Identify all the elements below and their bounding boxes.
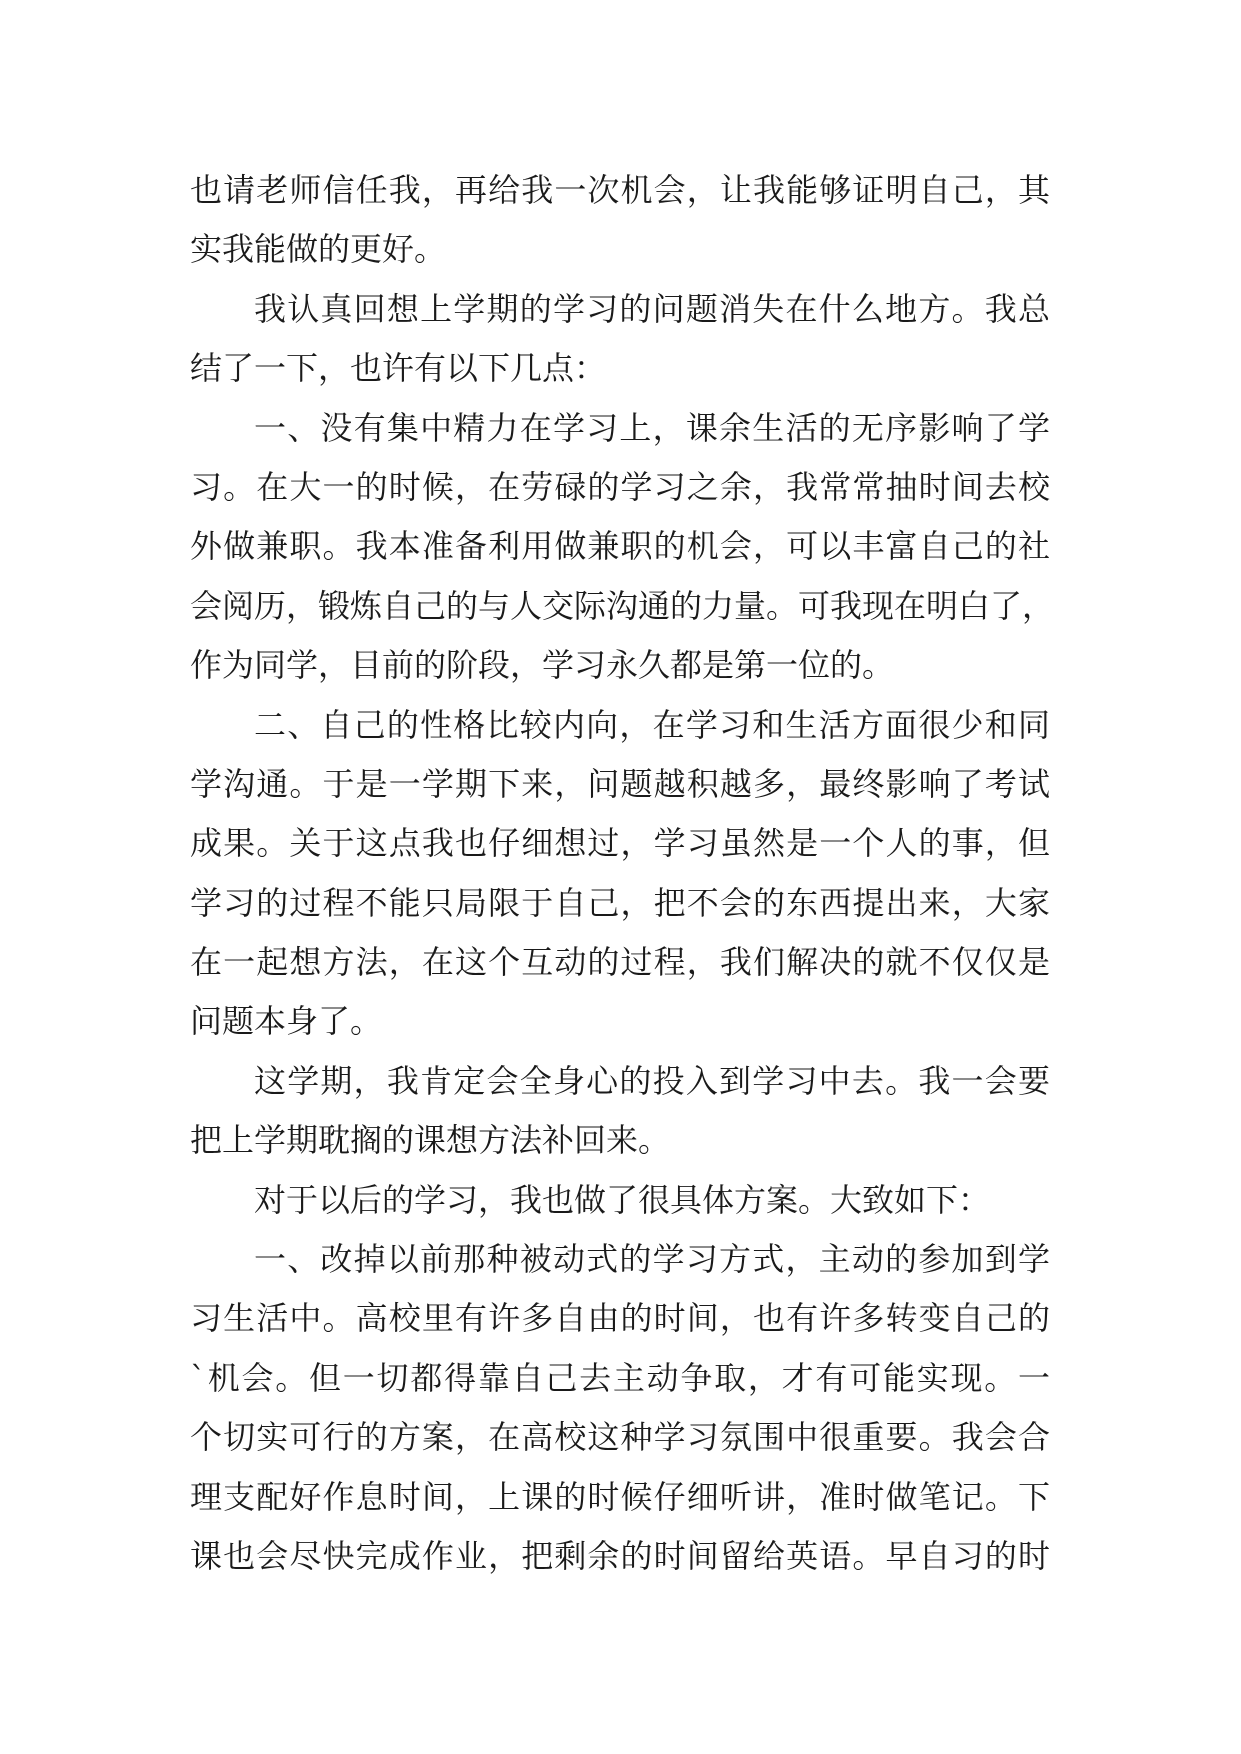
text-line: 外做兼职。我本准备利用做兼职的机会，可以丰富自己的社 [190,527,1050,566]
text-line: 会阅历，锻炼自己的与人交际沟通的力量。可我现在明白了， [190,586,1055,625]
text-line: 在一起想方法，在这个互动的过程，我们解决的就不仅仅是 [190,943,1050,982]
text-line: 二、自己的性格比较内向，在学习和生活方面很少和同 [254,705,1050,744]
text-line: 习。在大一的时候，在劳碌的学习之余，我常常抽时间去校 [190,467,1050,506]
text-line: 这学期，我肯定会全身心的投入到学习中去。我一会要 [254,1061,1050,1100]
text-line: 学习的过程不能只局限于自己，把不会的东西提出来，大家 [190,883,1050,922]
text-line: 作为同学，目前的阶段，学习永久都是第一位的。 [190,646,895,685]
text-line: 把上学期耽搁的课想方法补回来。 [190,1121,671,1160]
body-text [190,161,1055,1586]
text-line: 学沟通。于是一学期下来，问题越积越多，最终影响了考试 [190,764,1050,803]
text-line: 一、改掉以前那种被动式的学习方式，主动的参加到学 [254,1240,1050,1279]
text-line: 一、没有集中精力在学习上，课余生活的无序影响了学 [254,408,1050,447]
text-line: 问题本身了。 [190,1002,383,1041]
text-line: 对于以后的学习，我也做了很具体方案。大致如下： [254,1180,991,1219]
text-line: 个切实可行的方案，在高校这种学习氛围中很重要。我会合 [190,1418,1050,1457]
text-line: 也请老师信任我，再给我一次机会，让我能够证明自己，其 [190,171,1050,209]
text-line: 理支配好作息时间，上课的时候仔细听讲，准时做笔记。下 [190,1477,1050,1516]
text-line: 实我能做的更好。 [190,230,447,269]
text-line: 结了一下，也许有以下几点： [190,349,607,388]
text-line: 课也会尽快完成作业，把剩余的时间留给英语。早自习的时 [190,1536,1050,1575]
text-line: 我认真回想上学期的学习的问题消失在什么地方。我总 [254,289,1050,328]
text-line: `机会。但一切都得靠自己去主动争取，才有可能实现。一 [190,1358,1050,1397]
text-line: 成果。关于这点我也仔细想过，学习虽然是一个人的事，但 [190,824,1050,863]
text-line: 习生活中。高校里有许多自由的时间，也有许多转变自己的 [190,1299,1050,1338]
